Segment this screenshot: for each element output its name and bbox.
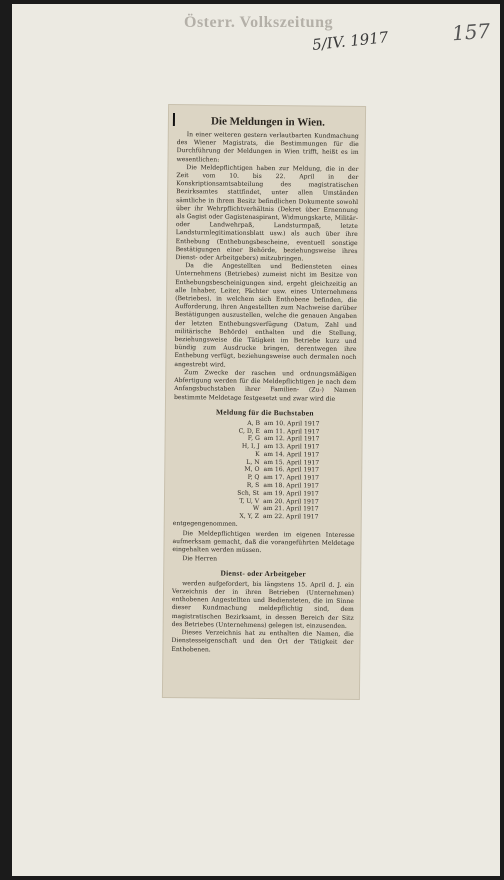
schedule-letters: A, B <box>247 419 261 427</box>
schedule-date: am 10. April 1917 <box>263 419 320 428</box>
schedule-letters: X, Y, Z <box>239 513 260 521</box>
schedule-date: am 20. April 1917 <box>263 497 319 506</box>
schedule-letters: M, O <box>244 466 260 474</box>
schedule-letters: K <box>255 450 260 458</box>
newspaper-clipping <box>163 105 365 699</box>
newspaper-stamp: Österr. Volkszeitung <box>184 14 333 31</box>
schedule-letters: H, I, J <box>241 442 260 451</box>
schedule-letters: W <box>252 505 260 513</box>
article-paragraph-1: In einer weiteren gestern verlautbarten Kundmachung des Wiener Magistrats, die Bestimmungen für die Durchführung der Meldungen in Wien trifft, heißt es im wesentlichen: <box>176 131 359 164</box>
schedule-letters: C, D, E <box>238 427 260 435</box>
schedule-table <box>207 419 322 522</box>
schedule-heading: Meldung für die Buchstaben <box>215 407 314 418</box>
schedule-date: am 11. April 1917 <box>263 427 320 436</box>
employer-heading: Dienst- oder Arbeitgeber <box>220 568 306 579</box>
article-paragraph-3: Da die Angestellten und Bediensteten eines Unternehmens (Betriebes) zumeist nicht im Besitze von Enthebungsbescheinigungen sind, ergeht gleichzeitig an alle Inhaber, Leiter, Pächter usw. eines Unternehmens (Betriebes), in welchem sich Enthobene befinden, die Aufforderung, ihren Angestellten zum Nachweise darüber Bestätigungen auszustellen, welche die genauen Angaben der letzten Enthebungsverfügung (Datum, Zahl und militärische Behörde) enthalten und die Stellung, beziehungsweise die Tätigkeit im Betriebe kurz und bündig zum Ausdrucke bringen, derentwegen ihre Enthebung verfügt, beziehungsweise auch dermalen noch angestrebt wird. <box>174 262 358 369</box>
schedule-letters: Sch, St <box>237 489 260 497</box>
handwritten-date: 5/IV. 1917 <box>311 28 390 54</box>
article-paragraph-2: Die Meldepflichtigen haben zur Meldung, die in der Zeit vom 10. bis 22. April in der Konskriptionsamtsabteilung des magistratischen Bezirksamtes stattfindet, unter allen Umständen sämtliche in ihrem Besitz befindlichen Dokumente sowohl über ihr Wehrpflichtverhältnis (Dekret über Ernennung als Gagist oder Gagistenaspirant, Widmungskarte, Militär- oder Landwehrpaß, Landsturmpaß, letzte Landsturmlegitimationsblatt usw.) als auch über ihre Enthebung (Enthebungsbescheine, eventuell sonstige Bestätigungen einer Behörde, beziehungsweise ihres Dienst- oder Arbeitgebers) mitzubringen. <box>175 163 359 263</box>
schedule-letters: L, N <box>246 458 260 466</box>
article-paragraph-4: Zum Zwecke der raschen und ordnungsmäßigen Abfertigung werden für die Meldepflichtigen je nach dem Anfangsbuchstaben ihrer Familien- (Zu-) Namen bestimmte Meldetage festgesetzt und zwar wird die <box>174 369 357 403</box>
schedule-letters: R, S <box>246 481 260 490</box>
article-paragraph-7: werden aufgefordert, bis längstens 15. April d. J. ein Verzeichnis der in ihren Betrieben (Unternehmen) enthobenen Angestellten und Bediensteten, die im Sinne dieser Kundmachung meldepflichtig sind, dem magistratischen Bezirksamt, in dessen Bereich der Sitz des Betriebes (Unternehmens) gelegen ist, einzusenden. <box>171 580 355 630</box>
schedule-date: am 16. April 1917 <box>263 466 320 475</box>
column-marker <box>173 113 175 126</box>
schedule-letters: F, G <box>247 435 260 443</box>
schedule-date: am 13. April 1917 <box>263 443 320 451</box>
article-paragraph-8: Dieses Verzeichnis hat zu enthalten die Namen, die Dienstesseigenschaft und den Ort der Tätigkeit der Enthobenen. <box>171 629 354 653</box>
schedule-letters: P, Q <box>247 474 260 482</box>
schedule-date: am 12. April 1917 <box>263 435 320 443</box>
schedule-date: am 14. April 1917 <box>263 450 320 459</box>
schedule-after: entgegengenommen. <box>172 520 238 528</box>
schedule-date: am 22. April 1917 <box>262 513 319 521</box>
schedule-letters: T, U, V <box>239 497 260 505</box>
schedule-date: am 19. April 1917 <box>263 489 319 498</box>
article-title: Die Meldungen in Wien. <box>210 115 325 129</box>
schedule-date: am 17. April 1917 <box>263 474 320 482</box>
schedule-date: am 18. April 1917 <box>263 482 319 490</box>
article-paragraph-6: Die Herren <box>182 554 218 563</box>
schedule-date: am 21. April 1917 <box>263 505 319 514</box>
article-paragraph-5: Die Meldepflichtigen werden im eigenen Interesse aufmerksam gemacht, daß die vorangeführten Meldetage eingehalten werden müssen. <box>172 530 355 555</box>
folio-number: 157 <box>451 18 491 46</box>
schedule-date: am 15. April 1917 <box>263 458 320 467</box>
